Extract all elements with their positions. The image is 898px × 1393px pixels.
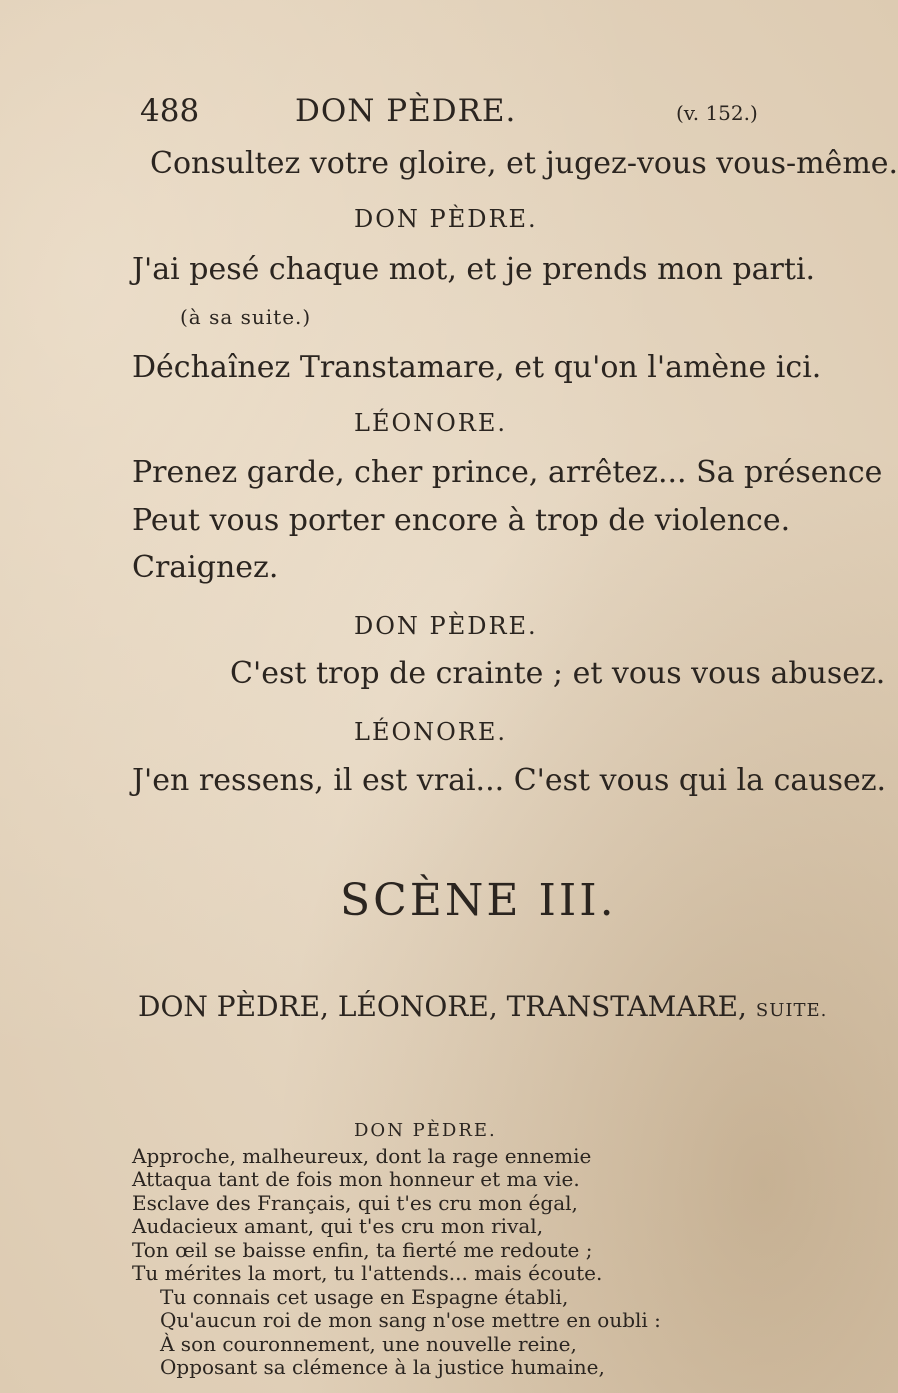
speaker-name: DON PÈDRE. xyxy=(354,205,538,233)
verse-line: Déchaînez Transtamare, et qu'on l'amène ici. xyxy=(132,350,822,385)
verse-line: Prenez garde, cher prince, arrêtez... Sa présence xyxy=(132,455,883,490)
verse-line: Approche, malheureux, dont la rage ennemie xyxy=(132,1144,592,1168)
verse-line: Qu'aucun roi de mon sang n'ose mettre en oubli : xyxy=(160,1308,661,1332)
verse-line: Peut vous porter encore à trop de violence. xyxy=(132,503,791,538)
verse-line: Audacieux amant, qui t'es cru mon rival, xyxy=(132,1214,544,1238)
running-title: DON PÈDRE. xyxy=(295,93,517,129)
scene-heading: SCÈNE III. xyxy=(340,875,617,926)
stage-direction: (à sa suite.) xyxy=(180,305,312,329)
verse-line: Opposant sa clémence à la justice humaine, xyxy=(160,1355,605,1379)
verse-line: Craignez. xyxy=(132,550,279,585)
verse-line: Ton œil se baisse enfin, ta fierté me redoute ; xyxy=(132,1238,593,1262)
speaker-name: LÉONORE. xyxy=(354,409,508,437)
verse-line: C'est trop de crainte ; et vous vous abusez. xyxy=(230,656,886,691)
verse-reference: (v. 152.) xyxy=(676,101,758,125)
scene-cast xyxy=(138,990,827,1023)
verse-line: Attaqua tant de fois mon honneur et ma vie. xyxy=(132,1167,580,1191)
verse-line: J'ai pesé chaque mot, et je prends mon parti. xyxy=(132,252,816,287)
speaker-name: DON PÈDRE. xyxy=(354,612,538,640)
speaker-name: LÉONORE. xyxy=(354,718,508,746)
verse-line: Consultez votre gloire, et jugez-vous vous-même. xyxy=(150,146,898,181)
verse-line: Tu connais cet usage en Espagne établi, xyxy=(160,1285,569,1309)
verse-line: Tu mérites la mort, tu l'attends... mais écoute. xyxy=(132,1261,603,1285)
cast-suite: SUITE. xyxy=(755,1000,828,1021)
verse-line: Esclave des Français, qui t'es cru mon égal, xyxy=(132,1191,578,1215)
speaker-name: DON PÈDRE. xyxy=(354,1120,497,1141)
verse-line: J'en ressens, il est vrai... C'est vous qui la causez. xyxy=(132,763,887,798)
verse-line: À son couronnement, une nouvelle reine, xyxy=(160,1332,577,1356)
cast-names: DON PÈDRE, LÉONORE, TRANSTAMARE, xyxy=(138,990,747,1023)
page-number: 488 xyxy=(140,93,200,129)
